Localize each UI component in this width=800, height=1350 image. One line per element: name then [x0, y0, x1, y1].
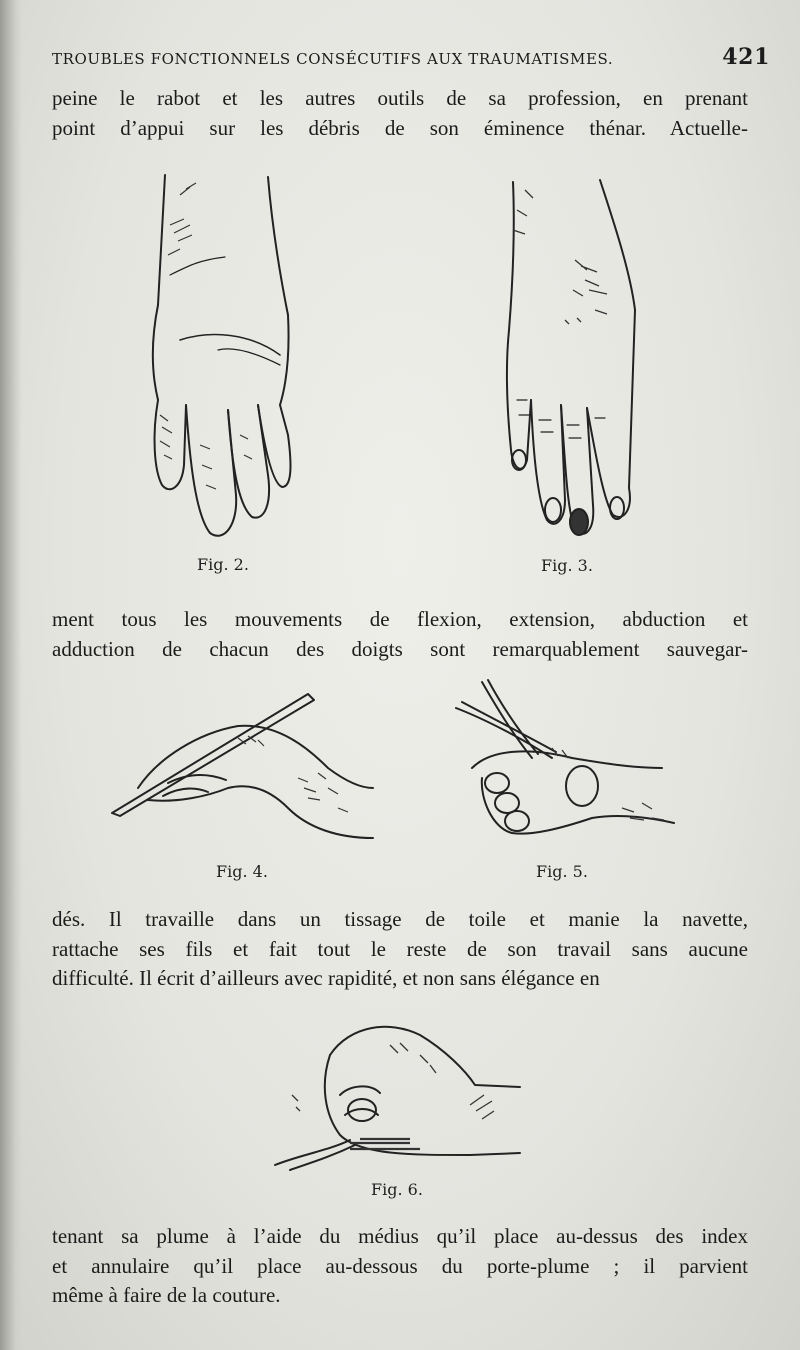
figure-6-illustration — [270, 1015, 525, 1175]
figure-4-illustration — [108, 688, 378, 848]
text-line: dés. Il travaille dans un tissage de toile et manie la navette, — [52, 907, 748, 931]
text-line: même à faire de la couture. — [52, 1283, 281, 1307]
text-line: peine le rabot et les autres outils de sa profession, en prenant — [52, 86, 748, 110]
binding-shadow — [0, 0, 22, 1350]
text-line: tenant sa plume à l’aide du médius qu’il place au-dessus des index — [52, 1224, 748, 1248]
figure-3-illustration — [495, 170, 655, 545]
page-header — [52, 44, 770, 74]
text-line: et annulaire qu’il place au-dessous du porte-plume ; il parvient — [52, 1253, 748, 1278]
figure-2-caption: Fig. 2. — [197, 555, 249, 574]
figure-4-caption: Fig. 4. — [216, 862, 268, 881]
text-line: point d’appui sur les débris de son éminence thénar. Actuelle- — [52, 115, 748, 140]
running-title: TROUBLES FONCTIONNELS CONSÉCUTIFS AUX TRAUMATISMES. — [52, 50, 614, 68]
paragraph-2 — [52, 605, 748, 664]
text-line: difficulté. Il écrit d’ailleurs avec rapidité, et non sans élégance en — [52, 966, 600, 990]
page-number: 421 — [722, 44, 770, 70]
figure-6-caption: Fig. 6. — [371, 1180, 423, 1199]
paragraph-4 — [52, 1222, 748, 1311]
paragraph-1 — [52, 84, 748, 143]
figure-5-caption: Fig. 5. — [536, 862, 588, 881]
figure-2-illustration — [140, 165, 310, 550]
figure-5-illustration — [452, 678, 677, 843]
text-line: ment tous les mouvements de flexion, extension, abduction et — [52, 607, 748, 631]
text-line: rattache ses fils et fait tout le reste de son travail sans aucune — [52, 936, 748, 961]
paragraph-3 — [52, 905, 748, 994]
figure-3-caption: Fig. 3. — [541, 556, 593, 575]
text-line: adduction de chacun des doigts sont remarquablement sauvegar- — [52, 636, 748, 661]
